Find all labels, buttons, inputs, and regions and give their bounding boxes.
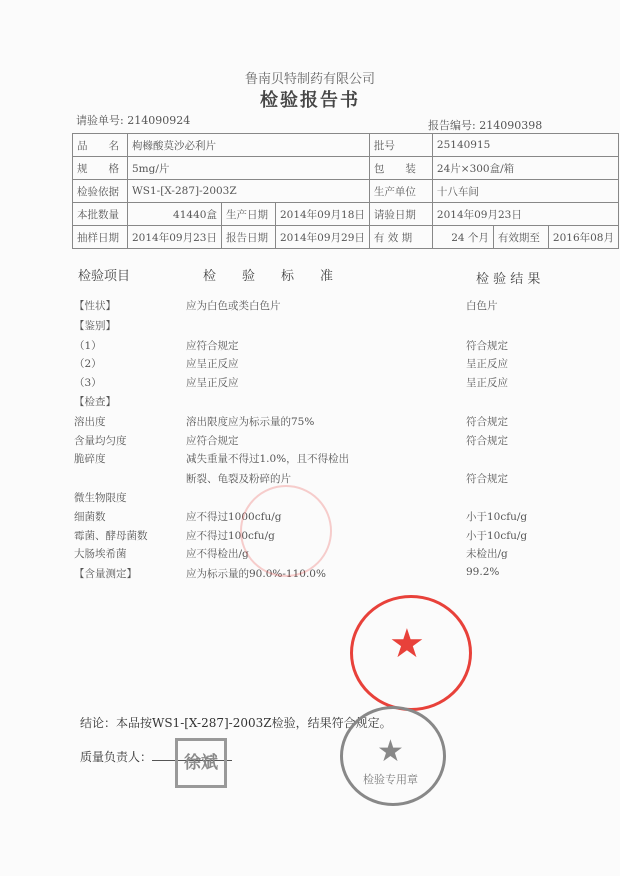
company-name: 鲁南贝特制药有限公司 xyxy=(244,72,375,87)
test-item: 脆碎度 xyxy=(74,453,106,465)
col-header-standard: 检 验 标 准 xyxy=(203,269,334,284)
test-item: （3） xyxy=(74,377,102,389)
col-header-item: 检验项目 xyxy=(78,269,131,284)
expiry-date: 2016年08月 xyxy=(548,226,618,249)
star-icon: ★ xyxy=(377,734,404,769)
test-result: 符合规定 xyxy=(466,473,508,485)
report-title: 检验报告书 xyxy=(260,90,360,111)
test-item: 霉菌、酵母菌数 xyxy=(74,530,148,542)
label: 本批数量 xyxy=(73,203,128,226)
test-item: 【性状】 xyxy=(74,300,116,312)
info-table xyxy=(72,133,619,249)
qa-label: 质量负责人： xyxy=(80,750,153,764)
quality-dept-red-stamp xyxy=(350,595,472,711)
unit: 十八车间 xyxy=(432,180,618,203)
label: 报告日期 xyxy=(221,226,275,249)
batch-no: 25140915 xyxy=(432,134,618,157)
test-item: 细菌数 xyxy=(74,511,106,523)
test-result: 符合规定 xyxy=(466,340,508,352)
test-item: 含量均匀度 xyxy=(74,435,127,447)
label: 请验日期 xyxy=(369,203,432,226)
test-item: （1） xyxy=(74,340,102,352)
test-item: 大肠埃希菌 xyxy=(74,548,127,560)
request-no xyxy=(76,112,190,128)
label: 有 效 期 xyxy=(369,226,432,249)
test-standard: 减失重量不得过1.0%，且不得检出 xyxy=(186,453,350,465)
test-item: 【检查】 xyxy=(74,396,116,408)
test-standard: 应为白色或类白色片 xyxy=(186,300,281,312)
label: 规 格 xyxy=(73,157,128,180)
request-no-label: 请验单号: xyxy=(76,114,124,127)
spec: 5mg/片 xyxy=(128,157,370,180)
test-result: 符合规定 xyxy=(466,435,508,447)
quantity: 41440盒 xyxy=(128,203,222,226)
test-result: 小于10cfu/g xyxy=(466,511,528,523)
test-item: 【鉴别】 xyxy=(74,320,116,332)
test-standard: 断裂、龟裂及粉碎的片 xyxy=(186,473,291,485)
request-no-value: 214090924 xyxy=(127,114,191,127)
col-header-result: 检 验 结 果 xyxy=(476,272,541,287)
report-no-label: 报告编号: xyxy=(428,119,476,132)
test-item: 【含量测定】 xyxy=(74,568,137,580)
label: 品 名 xyxy=(73,134,128,157)
test-result: 99.2% xyxy=(466,566,500,578)
product-name: 枸橼酸莫沙必利片 xyxy=(128,134,370,157)
test-standard: 应不得过1000cfu/g xyxy=(186,511,282,523)
test-standard: 应符合规定 xyxy=(186,340,239,352)
test-standard: 应不得检出/g xyxy=(186,548,249,560)
test-result: 符合规定 xyxy=(466,416,508,428)
test-standard: 溶出限度应为标示量的75% xyxy=(186,416,315,428)
label: 批号 xyxy=(369,134,432,157)
test-item: 溶出度 xyxy=(74,416,106,428)
test-standard: 应符合规定 xyxy=(186,435,239,447)
conclusion: 结论：本品按WS1-[X-287]-2003Z检验，结果符合规定。 xyxy=(80,716,392,730)
test-result: 白色片 xyxy=(466,300,498,312)
test-item: （2） xyxy=(74,358,102,370)
report-no-value: 214090398 xyxy=(479,119,543,132)
label: 包 装 xyxy=(369,157,432,180)
label: 生产日期 xyxy=(221,203,275,226)
sampling-date: 2014年09月23日 xyxy=(128,226,222,249)
test-standard: 应为标示量的90.0%-110.0% xyxy=(186,568,326,580)
report-date: 2014年09月29日 xyxy=(275,226,369,249)
test-standard: 应不得过100cfu/g xyxy=(186,530,275,542)
test-result: 呈正反应 xyxy=(466,377,508,389)
signature-seal: 徐斌 xyxy=(175,738,227,788)
faint-red-stamp xyxy=(240,485,332,577)
test-standard: 应呈正反应 xyxy=(186,377,239,389)
inspection-gray-stamp: ★ 检验专用章 xyxy=(340,706,446,806)
test-result: 未检出/g xyxy=(466,548,508,560)
star-icon: ★ xyxy=(389,621,425,667)
production-date: 2014年09月18日 xyxy=(275,203,369,226)
label: 检验依据 xyxy=(73,180,128,203)
test-item: 微生物限度 xyxy=(74,492,127,504)
label: 抽样日期 xyxy=(73,226,128,249)
test-result: 小于10cfu/g xyxy=(466,530,528,542)
package: 24片×300盒/箱 xyxy=(432,157,618,180)
test-standard: 应呈正反应 xyxy=(186,358,239,370)
basis: WS1-[X-287]-2003Z xyxy=(128,180,370,203)
request-date: 2014年09月23日 xyxy=(432,203,618,226)
label: 有效期至 xyxy=(493,226,548,249)
report-no xyxy=(428,117,542,133)
validity: 24 个月 xyxy=(432,226,493,249)
label: 生产单位 xyxy=(369,180,432,203)
test-result: 呈正反应 xyxy=(466,358,508,370)
